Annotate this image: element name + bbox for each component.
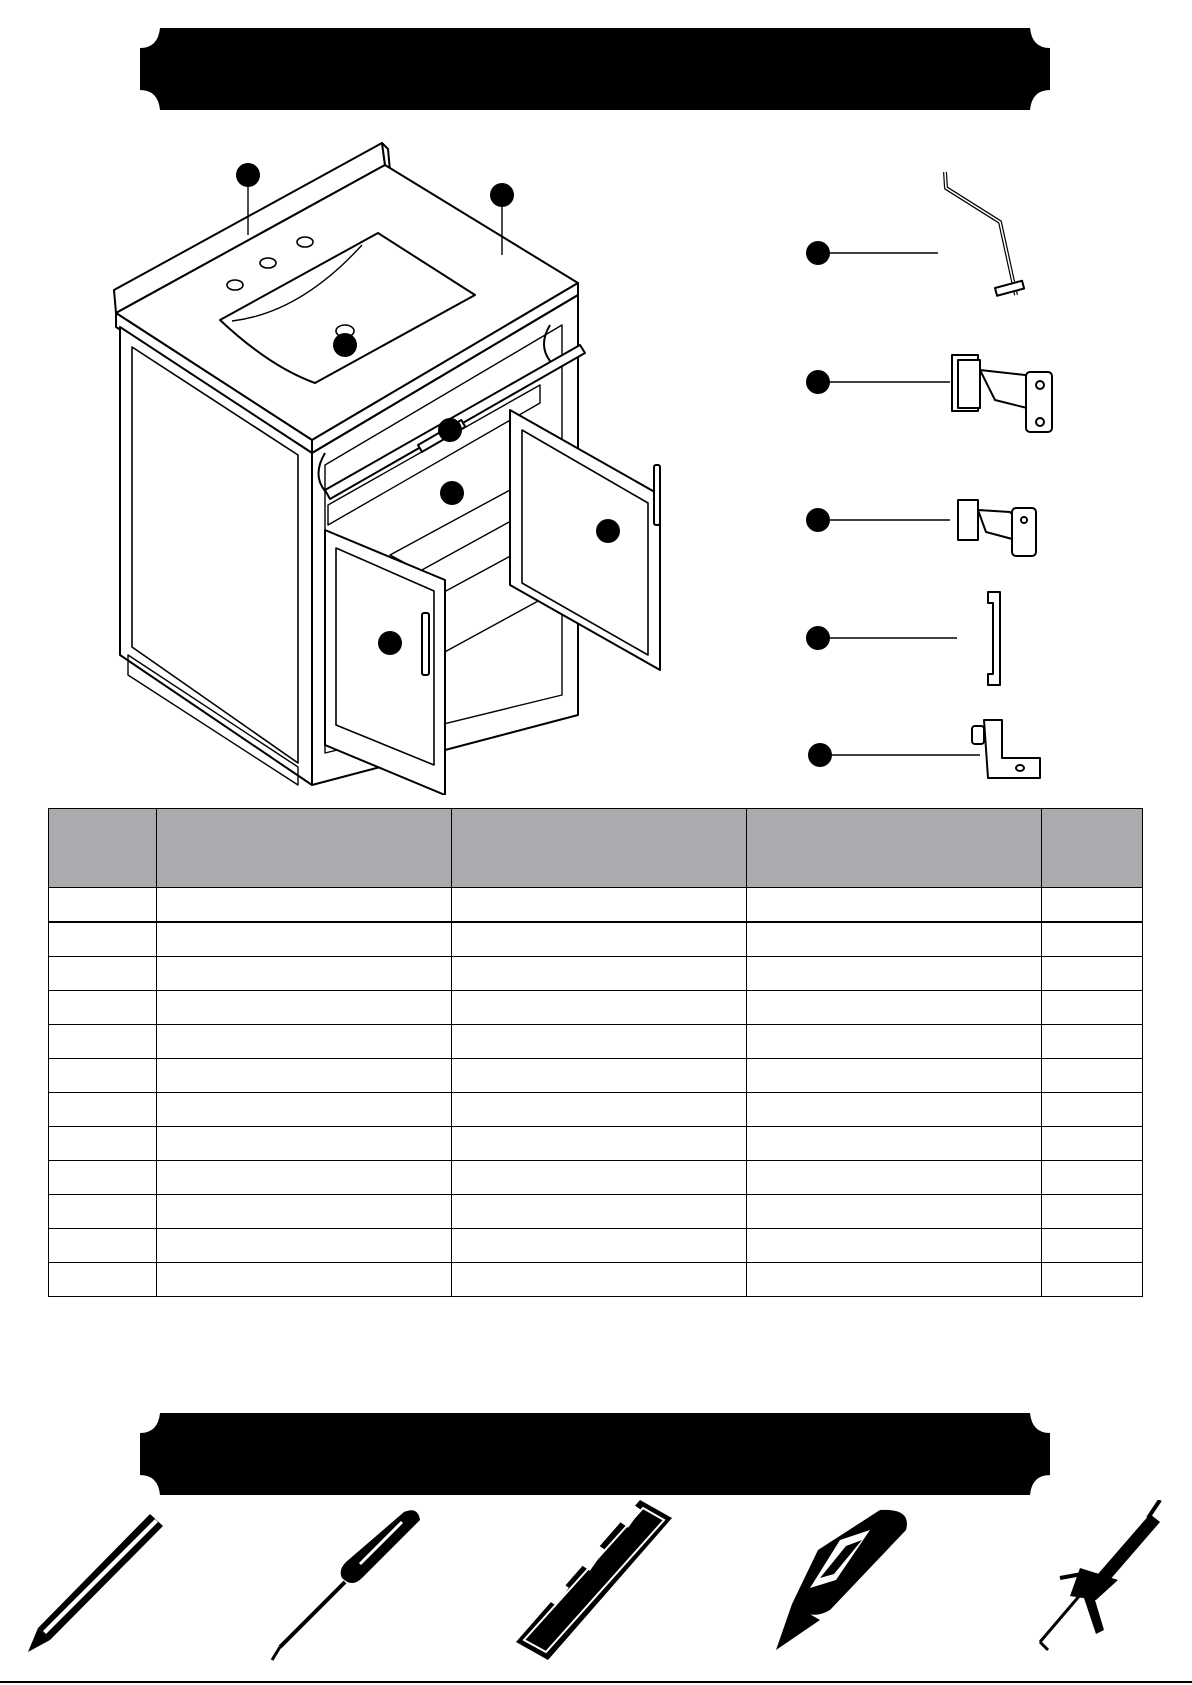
vanity-cabinet-illustration — [100, 135, 700, 795]
table-header-row — [49, 809, 1143, 888]
table-cell — [747, 1229, 1042, 1263]
table-cell — [747, 922, 1042, 957]
shelf-support-icon — [808, 720, 1040, 778]
table-cell — [49, 1059, 157, 1093]
table-row — [49, 1093, 1143, 1127]
table-row — [49, 1229, 1143, 1263]
table-cell — [747, 957, 1042, 991]
table-row — [49, 1161, 1143, 1195]
table-cell — [1042, 1059, 1143, 1093]
table-row — [49, 1127, 1143, 1161]
table-cell — [452, 922, 747, 957]
table-cell — [1042, 991, 1143, 1025]
table-cell — [452, 1195, 747, 1229]
table-cell — [157, 922, 452, 957]
table-cell — [747, 1263, 1042, 1297]
table-cell — [452, 888, 747, 923]
table-row — [49, 1025, 1143, 1059]
table-cell — [747, 888, 1042, 923]
table-row — [49, 922, 1143, 957]
table-cell — [157, 1127, 452, 1161]
screwdriver-icon — [272, 1510, 420, 1660]
table-cell — [157, 1263, 452, 1297]
callout-6 — [596, 519, 620, 543]
table-cell — [1042, 922, 1143, 957]
table-row — [49, 1263, 1143, 1297]
table-cell — [157, 1229, 452, 1263]
table-cell — [452, 1229, 747, 1263]
table-cell — [49, 991, 157, 1025]
column-header — [157, 809, 452, 888]
table-cell — [452, 1263, 747, 1297]
table-cell — [1042, 888, 1143, 923]
table-cell — [49, 1127, 157, 1161]
table-cell — [157, 1093, 452, 1127]
table-cell — [452, 1161, 747, 1195]
table-cell — [49, 1195, 157, 1229]
table-cell — [1042, 1127, 1143, 1161]
table-cell — [1042, 1263, 1143, 1297]
table-cell — [452, 1059, 747, 1093]
callout-4 — [438, 418, 462, 442]
table-cell — [747, 1161, 1042, 1195]
column-header — [1042, 809, 1143, 888]
table-cell — [49, 1025, 157, 1059]
top-section-banner — [140, 28, 1050, 110]
table-cell — [747, 1025, 1042, 1059]
table-cell — [452, 1127, 747, 1161]
table-cell — [157, 1161, 452, 1195]
table-cell — [1042, 957, 1143, 991]
level-icon — [516, 1500, 672, 1660]
callout-1 — [236, 163, 260, 187]
column-header — [452, 809, 747, 888]
pencil-icon — [28, 1514, 163, 1652]
hinge-large-icon — [806, 355, 1052, 432]
table-row — [49, 1195, 1143, 1229]
table-row — [49, 991, 1143, 1025]
table-cell — [1042, 1093, 1143, 1127]
table-cell — [49, 1229, 157, 1263]
table-cell — [1042, 1195, 1143, 1229]
table-cell — [452, 1093, 747, 1127]
table-cell — [157, 888, 452, 923]
callout-3 — [333, 333, 357, 357]
table-cell — [49, 1161, 157, 1195]
table-row — [49, 957, 1143, 991]
table-cell — [49, 1263, 157, 1297]
tools-section-banner — [140, 1413, 1050, 1495]
table-cell — [49, 922, 157, 957]
table-cell — [1042, 1025, 1143, 1059]
table-cell — [49, 1093, 157, 1127]
table-cell — [49, 957, 157, 991]
callout-7 — [378, 631, 402, 655]
hardware-illustrations — [790, 160, 1060, 780]
left-door-handle — [422, 613, 429, 675]
column-header — [49, 809, 157, 888]
table-cell — [1042, 1161, 1143, 1195]
table-cell — [49, 888, 157, 923]
banner-title — [140, 28, 1050, 110]
table-cell — [157, 957, 452, 991]
table-cell — [747, 1059, 1042, 1093]
table-cell — [452, 1025, 747, 1059]
column-header — [747, 809, 1042, 888]
banner-title — [140, 1413, 1050, 1495]
table-cell — [452, 991, 747, 1025]
table-cell — [747, 1195, 1042, 1229]
left-door — [325, 530, 445, 795]
door-handle-icon — [806, 592, 1000, 685]
table-cell — [452, 957, 747, 991]
page-bottom-rule — [0, 1681, 1192, 1683]
callout-2 — [490, 183, 514, 207]
hinge-small-icon — [806, 500, 1036, 556]
callout-5 — [440, 481, 464, 505]
table-cell — [157, 1059, 452, 1093]
door-stay-arm-icon — [806, 172, 1024, 296]
table-cell — [157, 1025, 452, 1059]
table-cell — [747, 1093, 1042, 1127]
table-cell — [747, 1127, 1042, 1161]
table-row — [49, 1059, 1143, 1093]
required-tools — [0, 1500, 1192, 1670]
table-cell — [1042, 1229, 1143, 1263]
utility-knife-icon — [776, 1510, 907, 1650]
table-cell — [157, 991, 452, 1025]
table-cell — [747, 991, 1042, 1025]
caulk-gun-icon — [1040, 1500, 1160, 1650]
table-row — [49, 888, 1143, 923]
table-cell — [157, 1195, 452, 1229]
parts-list-table — [48, 808, 1143, 1297]
right-door — [510, 410, 660, 670]
right-door-handle — [654, 465, 660, 525]
